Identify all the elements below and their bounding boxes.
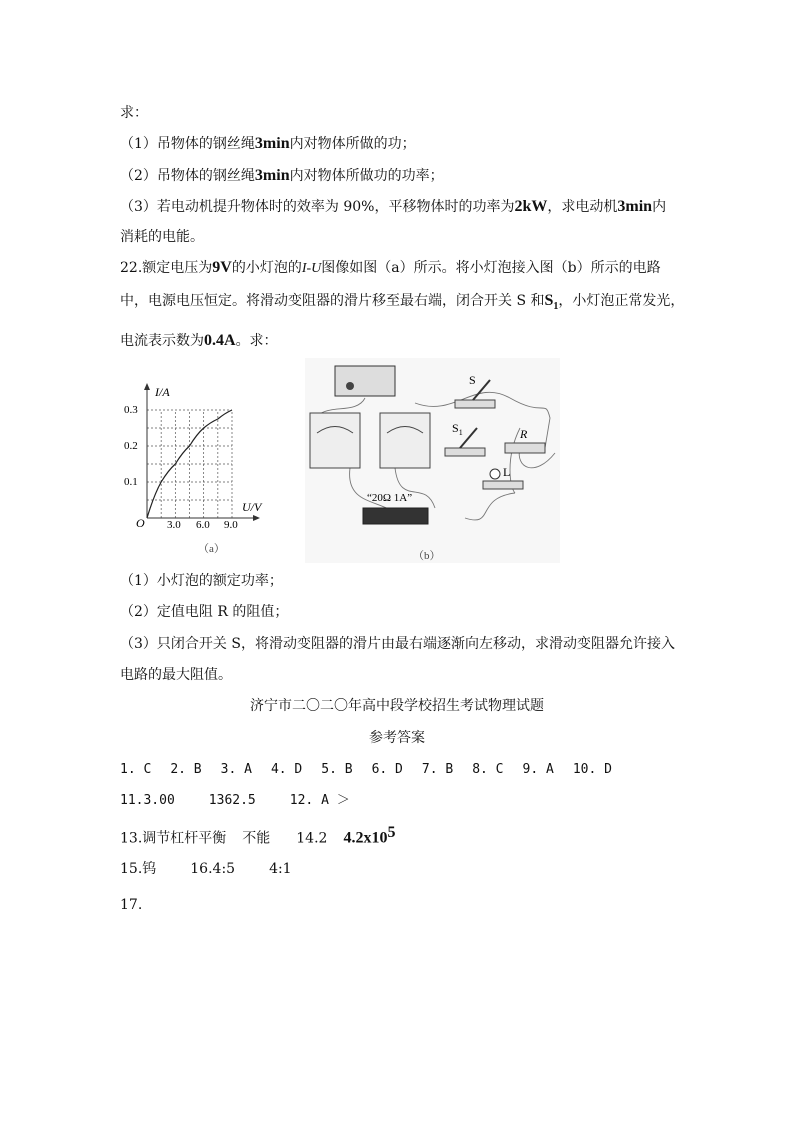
y-tick-label: 0.2 <box>124 440 138 452</box>
q22-sub2: （2）定值电阻 R 的阻值； <box>120 604 289 620</box>
switch-s1-label: $S_1$ <box>452 421 463 437</box>
x-tick-label: 6.0 <box>196 519 210 531</box>
answer-item: 11.3.00 <box>120 793 175 808</box>
answer-item: 15.钨 <box>120 861 157 877</box>
q21-sub3-line2: 消耗的电能。 <box>120 229 204 245</box>
answers-title: 济宁市二〇二〇年高中段学校招生考试物理试题 <box>250 698 544 714</box>
answers-row-5: 17. <box>120 897 143 913</box>
figure-b-circuit <box>305 358 560 563</box>
answer-item: 8. C <box>472 762 504 777</box>
x-axis-label: U/V <box>242 500 262 514</box>
text: （2）吊物体的钢丝绳 <box>120 168 255 184</box>
resistor-label: R <box>520 427 528 441</box>
text: 图像如图（a）所示。将小灯泡接入图（b）所示的电路 <box>321 260 661 276</box>
x-axis-arrow <box>253 515 260 521</box>
switch-s1 <box>445 448 485 456</box>
text: 22.额定电压为 <box>120 260 213 276</box>
origin-label: O <box>136 516 145 530</box>
text: 电流表示数为 <box>120 333 204 349</box>
text: 9V <box>212 259 232 276</box>
switch-s <box>455 400 495 408</box>
text: 3min <box>617 198 653 215</box>
text: 0.4A <box>204 332 236 349</box>
text: （1）吊物体的钢丝绳 <box>120 136 255 152</box>
figure-b-caption: （b） <box>413 550 441 562</box>
y-tick-label: 0.3 <box>124 404 138 416</box>
answer-item: 5. B <box>321 762 353 777</box>
q22-line1 <box>120 259 661 278</box>
text: 内对物体所做功的功率； <box>289 168 444 184</box>
answers-row-4 <box>120 860 326 878</box>
text: 。求： <box>235 333 278 349</box>
answer-item: 1362.5 <box>208 793 256 808</box>
y-axis-label: I/A <box>155 385 170 399</box>
figure-a-caption: （a） <box>198 543 225 555</box>
y-axis-arrow <box>144 383 150 390</box>
answer-item: 7. B <box>421 762 454 777</box>
text: 5 <box>387 824 396 841</box>
text: 的小灯泡的 <box>231 260 302 276</box>
rheostat-label: “20Ω 1A” <box>367 492 413 504</box>
lamp-bulb <box>490 469 500 479</box>
answer-item: 16.4:5 <box>190 861 236 877</box>
text: （3）若电动机提升物体时的效率为 90%，平移物体时的功率为 <box>120 199 515 215</box>
answers-row-1 <box>120 761 631 779</box>
q22-sub3-line2: 电路的最大阻值。 <box>120 667 232 683</box>
answer-item: 6. D <box>371 762 403 777</box>
answer-item: 1. C <box>120 762 152 777</box>
text: 14.2 <box>296 830 328 847</box>
text: I-U <box>301 261 322 276</box>
q21-sub1 <box>120 135 416 153</box>
text: 1 <box>553 300 559 312</box>
q22-sub1: （1）小灯泡的额定功率； <box>120 573 283 589</box>
resistor-r <box>505 443 545 453</box>
q21-intro: 求： <box>120 105 148 121</box>
text: 内 <box>652 199 667 215</box>
text: 4.2x10 <box>343 829 388 847</box>
text: 2kW <box>514 198 548 215</box>
voltmeter <box>380 413 430 468</box>
answers-row-2 <box>120 792 384 810</box>
text: 中，电源电压恒定。将滑动变阻器的滑片移至最右端，闭合开关 S 和 <box>120 293 545 309</box>
x-tick-label: 9.0 <box>224 519 238 531</box>
q22-line2 <box>120 292 684 316</box>
text: 内对物体所做的功； <box>289 136 416 152</box>
text: ，小灯泡正常发光， <box>558 293 685 309</box>
text: ，求电动机 <box>547 199 618 215</box>
answer-item: 4:1 <box>269 861 292 877</box>
rheostat <box>363 508 428 524</box>
power-knob <box>346 382 354 390</box>
lamp-base <box>483 481 523 489</box>
q22-line3 <box>120 332 278 350</box>
q21-sub3 <box>120 198 666 216</box>
text: 3min <box>254 135 290 152</box>
power-supply <box>335 366 395 396</box>
answer-item: 12. A ＞ <box>289 793 350 808</box>
switch-s-label: S <box>469 373 476 387</box>
q22-sub3: （3）只闭合开关 S，将滑动变阻器的滑片由最右端逐渐向左移动，求滑动变阻器允许接入 <box>120 636 675 652</box>
q21-sub2 <box>120 167 444 185</box>
figure-a-iu-graph <box>110 355 290 565</box>
answer-item: 10. D <box>572 762 612 777</box>
text: 3min <box>254 167 290 184</box>
answer-item: 9. A <box>522 762 554 777</box>
text: S <box>544 292 554 309</box>
answer-item: 4. D <box>270 762 303 777</box>
answer-item: 2. B <box>170 762 202 777</box>
text: 13.调节杠杆平衡 <box>120 830 227 847</box>
answers-row-3 <box>120 824 395 848</box>
answer-item: 3. A <box>220 762 252 777</box>
y-tick-label: 0.1 <box>124 476 138 488</box>
lamp-label: L <box>503 465 511 479</box>
answers-subtitle: 参考答案 <box>369 730 425 746</box>
ammeter <box>310 413 360 468</box>
text: 不能 <box>242 830 271 847</box>
x-tick-label: 3.0 <box>167 519 181 531</box>
